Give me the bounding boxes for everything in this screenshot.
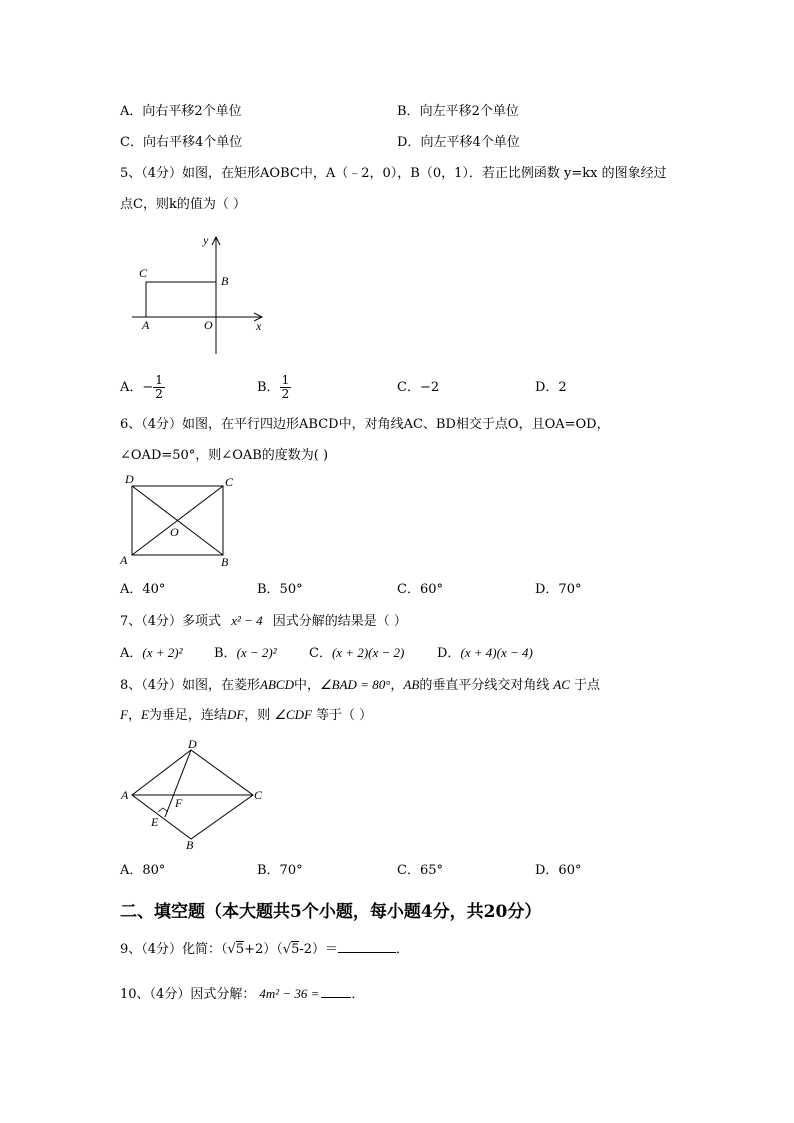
q10-stem: 10、（4分）因式分解： 4m² − 36 = ． <box>120 986 365 1002</box>
q5-label-c: C <box>139 266 148 280</box>
q7-option-b: B．(x − 2)² <box>214 645 277 661</box>
q6-label-o: O <box>170 525 179 539</box>
q5-label-o: O <box>204 318 213 332</box>
q8-figure <box>118 735 273 853</box>
q6-label-a: A <box>120 553 128 567</box>
q5-figure <box>130 232 270 357</box>
q8-option-c: C．65° <box>397 863 443 878</box>
q4-option-d: D．向左平移4个单位 <box>397 135 520 150</box>
q8-option-a: A．80° <box>120 863 166 878</box>
q10-answer-blank[interactable] <box>321 997 351 998</box>
q8-label-a: A <box>121 788 129 802</box>
q5-stem-line2: 点C，则k的值为（ ） <box>120 197 246 212</box>
q6-stem-line2: ∠OAD=50°，则∠OAB的度数为( ) <box>120 448 329 463</box>
q8-stem-line1: 8、（4分）如图，在菱形ABCD中，∠BAD = 80°，AB的垂直平分线交对角线 AC 于点 <box>120 677 600 693</box>
q6-figure <box>118 472 243 572</box>
q8-label-e: E <box>151 815 159 829</box>
q6-label-d: D <box>125 472 134 486</box>
q6-label-b: B <box>221 555 229 569</box>
q8-label-d: D <box>188 737 197 751</box>
q4-option-c: C．向右平移4个单位 <box>120 135 243 150</box>
q6-option-d: D．70° <box>535 582 582 597</box>
q5-option-c: C．−2 <box>397 380 440 395</box>
q7-stem: 7、（4分）多项式 x² − 4 因式分解的结果是（ ） <box>120 613 407 629</box>
q9-stem: 9、（4分）化简：（√5+2）（√5-2）＝ ． <box>120 942 410 957</box>
q7-expression: x² − 4 <box>231 613 263 628</box>
q9-answer-blank[interactable] <box>338 952 396 953</box>
sqrt-symbol: √ <box>282 942 292 957</box>
q6-stem-line1: 6、（4分）如图，在平行四边形ABCD中，对角线AC、BD相交于点O，且OA=OD， <box>120 417 610 432</box>
q6-option-a: A．40° <box>120 582 166 597</box>
q8-label-c: C <box>254 788 263 802</box>
q8-label-b: B <box>186 838 194 852</box>
q4-option-b: B．向左平移2个单位 <box>397 104 519 119</box>
q7-option-c: C．(x + 2)(x − 2) <box>309 645 405 661</box>
q8-stem-line2: F，E为垂足，连结DF，则 ∠CDF 等于（ ） <box>120 707 373 723</box>
q6-label-c: C <box>225 475 234 489</box>
q5-stem-line1: 5、（4分）如图，在矩形AOBC中，A（﹣2，0），B（0，1）．若正比例函数 y=kx 的图象经过 <box>120 166 667 181</box>
q5-label-a: A <box>142 318 150 332</box>
q8-option-b: B．70° <box>257 863 303 878</box>
q5-option-d: D．2 <box>535 380 567 395</box>
q5-label-y: y <box>203 233 209 247</box>
q5-label-x: x <box>256 319 262 333</box>
q8-option-d: D．60° <box>535 863 582 878</box>
section-2-title: 二、填空题（本大题共5个小题，每小题4分，共20分） <box>120 902 542 922</box>
q8-label-f: F <box>175 796 183 810</box>
sqrt-symbol: √ <box>227 942 236 957</box>
q7-option-a: A．(x + 2)² <box>120 645 183 661</box>
q5-option-b: B． $\frac{1}{2}$ <box>257 373 290 401</box>
q4-option-a: A．向右平移2个单位 <box>120 104 242 119</box>
q7-option-d: D．(x + 4)(x − 4) <box>437 645 533 661</box>
q5-label-b: B <box>221 274 229 288</box>
q5-option-a: A．− $\frac{1}{2}$ <box>120 373 163 401</box>
q6-option-b: B．50° <box>257 582 303 597</box>
q6-option-c: C．60° <box>397 582 443 597</box>
